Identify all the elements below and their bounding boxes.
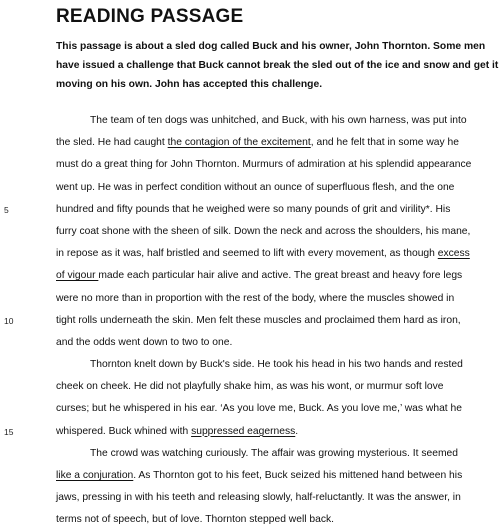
text-segment: were no more than in proportion with the rest of the body, where the muscles showed in bbox=[56, 292, 455, 304]
passage-line bbox=[0, 332, 500, 354]
line-number: 10 bbox=[4, 315, 14, 326]
text-segment: must do a great thing for John Thornton. Murmurs of admiration at his splendid appearance bbox=[56, 159, 472, 171]
passage-line bbox=[0, 443, 500, 465]
passage-line bbox=[0, 354, 500, 376]
text-segment: the sled. He had caught bbox=[56, 137, 168, 149]
text-segment: . bbox=[295, 425, 299, 437]
passage-line bbox=[0, 110, 500, 132]
passage-line bbox=[0, 376, 500, 398]
text-segment: hundred and fifty pounds that he weighed were so many pounds of grit and virility*. His bbox=[56, 203, 451, 215]
passage-line-text bbox=[56, 243, 470, 265]
passage-line-text bbox=[56, 199, 450, 221]
passage-line-text bbox=[56, 177, 454, 199]
passage-line bbox=[0, 509, 500, 531]
intro-line: This passage is about a sled dog called Buck and his owner, John Thornton. Some men bbox=[56, 41, 486, 52]
line-number: 5 bbox=[4, 204, 9, 215]
text-segment: curses; but he whispered in his ear. ‘As you love me, Buck. As you love me,’ was what he bbox=[56, 403, 462, 415]
passage-line bbox=[0, 310, 500, 332]
text-segment: tight rolls underneath the skin. Men felt these muscles and proclaimed them hard as iron, bbox=[56, 314, 461, 326]
underlined-phrase: suppressed eagerness bbox=[191, 425, 296, 437]
passage-line bbox=[0, 398, 500, 420]
passage-line-text bbox=[56, 132, 459, 154]
passage-line-text bbox=[56, 421, 298, 443]
passage-line bbox=[0, 465, 500, 487]
line-number: 15 bbox=[4, 426, 14, 437]
text-segment: jaws, pressing in with his teeth and releasing slowly, half-reluctantly. It was the answer, in bbox=[56, 492, 461, 504]
text-segment: furry coat shone with the sheen of silk. Down the neck and across the shoulders, his mane, bbox=[56, 225, 471, 237]
passage-line bbox=[0, 221, 500, 243]
passage-line bbox=[0, 265, 500, 287]
passage-line bbox=[0, 243, 500, 265]
passage-line-text bbox=[56, 310, 461, 332]
text-segment: Thornton knelt down by Buck's side. He took his head in his two hands and rested bbox=[90, 359, 463, 371]
passage-body bbox=[0, 110, 500, 532]
passage-line-text bbox=[90, 354, 463, 376]
underlined-phrase: excess bbox=[437, 248, 470, 260]
text-segment: The crowd was watching curiously. The affair was growing mysterious. It seemed bbox=[90, 447, 458, 459]
passage-line-text bbox=[56, 265, 462, 287]
passage-line-text bbox=[56, 332, 232, 354]
passage-line bbox=[0, 487, 500, 509]
text-segment: went up. He was in perfect condition without an ounce of superfluous flesh, and the one bbox=[56, 181, 455, 193]
passage-line-text bbox=[56, 221, 470, 243]
text-segment: cheek on cheek. He did not playfully shake him, as was his wont, or murmur soft love bbox=[56, 381, 444, 393]
passage-line bbox=[0, 199, 500, 221]
passage-line-text bbox=[90, 443, 458, 465]
passage-line-text bbox=[56, 398, 462, 420]
text-segment: made each particular hair alive and active. The great breast and heavy fore legs bbox=[98, 270, 463, 282]
passage-line-text bbox=[56, 465, 462, 487]
underlined-phrase: of vigour bbox=[56, 270, 99, 282]
passage-line-text bbox=[56, 154, 471, 176]
passage-line-text bbox=[56, 288, 454, 310]
passage-line bbox=[0, 421, 500, 443]
passage-line bbox=[0, 154, 500, 176]
page-title: READING PASSAGE bbox=[56, 6, 244, 27]
intro-paragraph bbox=[56, 37, 499, 94]
text-segment: The team of ten dogs was unhitched, and Buck, with his own harness, was put into bbox=[90, 115, 467, 126]
underlined-phrase: the contagion of the excitement bbox=[167, 137, 311, 149]
passage-line-text bbox=[56, 487, 461, 509]
text-segment: in repose as it was, half bristled and seemed to lift with every movement, as though bbox=[56, 248, 438, 260]
intro-line: moving on his own. John has accepted this challenge. bbox=[56, 79, 323, 90]
passage-line bbox=[0, 177, 500, 199]
text-segment: and the odds went down to two to one. bbox=[56, 336, 233, 348]
passage-line-text bbox=[90, 110, 467, 132]
passage-line bbox=[0, 288, 500, 310]
underlined-phrase: like a conjuration bbox=[56, 470, 134, 481]
intro-line: have issued a challenge that Buck cannot break the sled out of the ice and snow and get it bbox=[56, 60, 499, 71]
passage-line-text bbox=[56, 509, 334, 531]
text-segment: whispered. Buck whined with bbox=[56, 425, 192, 437]
text-segment: terms not of speech, but of love. Thornton stepped well back. bbox=[56, 514, 334, 526]
passage-line-text bbox=[56, 376, 443, 398]
passage-line bbox=[0, 132, 500, 154]
text-segment: , and he felt that in some way he bbox=[310, 137, 459, 149]
text-segment: . As Thornton got to his feet, Buck seized his mittened hand between his bbox=[133, 470, 463, 481]
